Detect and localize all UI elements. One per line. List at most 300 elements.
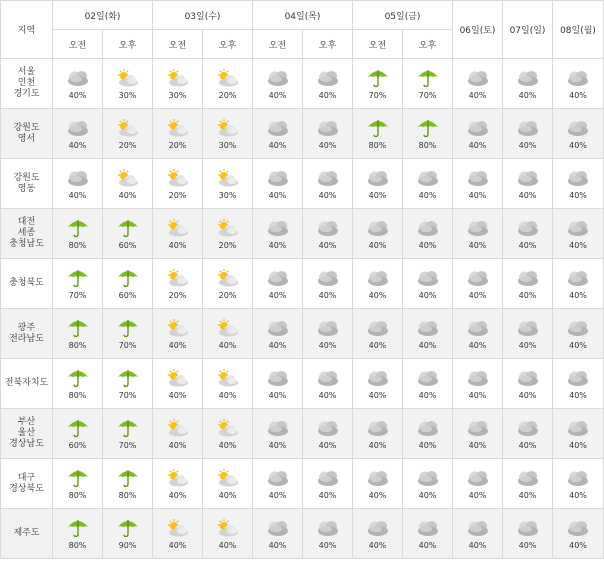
precip-probability: 40% [268, 390, 287, 400]
umbrella-icon [115, 518, 141, 538]
umbrella-icon [65, 368, 91, 388]
precip-probability: 40% [569, 440, 587, 450]
forecast-cell [53, 509, 103, 559]
precip-probability: 30% [218, 190, 237, 200]
forecast-cell [103, 309, 153, 359]
forecast-cell [53, 259, 103, 309]
forecast-cell [303, 359, 353, 409]
table-row [1, 259, 604, 309]
pm-header: 오후 [203, 30, 253, 59]
cloud-icon [415, 318, 441, 338]
forecast-cell [103, 59, 153, 109]
am-header: 오전 [253, 30, 303, 59]
precip-probability: 40% [468, 240, 487, 250]
sun-cloud-icon [165, 518, 191, 538]
forecast-cell [353, 109, 403, 159]
precip-probability: 40% [168, 490, 187, 500]
forecast-cell [203, 359, 253, 409]
precip-probability: 40% [318, 490, 337, 500]
precip-probability: 40% [418, 440, 437, 450]
table-row [1, 309, 604, 359]
table-row [1, 159, 604, 209]
region-cell: 전북자치도 [1, 359, 53, 409]
forecast-cell [453, 309, 503, 359]
precip-probability: 40% [68, 190, 87, 200]
forecast-cell [303, 459, 353, 509]
precip-probability: 40% [168, 390, 187, 400]
cloud-icon [315, 68, 341, 88]
forecast-cell [153, 259, 203, 309]
precip-probability: 40% [318, 390, 337, 400]
forecast-cell [253, 209, 303, 259]
precip-probability: 20% [168, 290, 187, 300]
sun-cloud-icon [215, 368, 241, 388]
precip-probability: 40% [318, 190, 337, 200]
cloud-icon [365, 218, 391, 238]
forecast-cell [303, 109, 353, 159]
precip-probability: 60% [68, 440, 87, 450]
forecast-cell [203, 159, 253, 209]
forecast-cell [153, 159, 203, 209]
precip-probability: 80% [118, 490, 137, 500]
region-cell: 광주 전라남도 [1, 309, 53, 359]
umbrella-icon [365, 118, 391, 138]
forecast-cell [303, 309, 353, 359]
forecast-cell [253, 459, 303, 509]
cloud-icon [365, 318, 391, 338]
forecast-cell [553, 209, 604, 259]
sun-cloud-icon [165, 68, 191, 88]
umbrella-icon [65, 268, 91, 288]
precip-probability: 40% [468, 340, 487, 350]
precip-probability: 40% [218, 390, 237, 400]
forecast-cell [53, 409, 103, 459]
day-header: 05일(금) [353, 1, 453, 30]
cloud-icon [565, 468, 591, 488]
forecast-cell [503, 409, 553, 459]
forecast-cell [53, 359, 103, 409]
forecast-cell [503, 359, 553, 409]
forecast-header [1, 1, 604, 59]
forecast-cell [53, 59, 103, 109]
sun-cloud-icon [165, 318, 191, 338]
sun-cloud-icon [215, 218, 241, 238]
precip-probability: 40% [569, 490, 587, 500]
forecast-cell [353, 509, 403, 559]
forecast-cell [353, 309, 403, 359]
region-cell: 대구 경상북도 [1, 459, 53, 509]
cloud-icon [365, 518, 391, 538]
day-header: 04일(목) [253, 1, 353, 30]
precip-probability: 40% [118, 190, 137, 200]
forecast-cell [103, 359, 153, 409]
precip-probability: 70% [118, 390, 137, 400]
cloud-icon [465, 118, 491, 138]
precip-probability: 40% [418, 290, 437, 300]
precip-probability: 40% [268, 240, 287, 250]
precip-probability: 40% [368, 290, 387, 300]
cloud-icon [315, 468, 341, 488]
sun-cloud-icon [115, 168, 141, 188]
forecast-cell [503, 159, 553, 209]
precip-probability: 40% [168, 540, 187, 550]
cloud-icon [315, 418, 341, 438]
cloud-icon [265, 118, 291, 138]
umbrella-icon [115, 418, 141, 438]
forecast-cell [403, 509, 453, 559]
forecast-cell [503, 309, 553, 359]
forecast-cell [53, 109, 103, 159]
forecast-cell [253, 359, 303, 409]
umbrella-icon [115, 218, 141, 238]
forecast-cell [403, 159, 453, 209]
forecast-cell [503, 509, 553, 559]
forecast-cell [453, 509, 503, 559]
forecast-cell [503, 109, 553, 159]
pm-header: 오후 [403, 30, 453, 59]
am-header: 오전 [153, 30, 203, 59]
forecast-cell [353, 259, 403, 309]
cloud-icon [515, 68, 541, 88]
forecast-cell [153, 509, 203, 559]
precip-probability: 80% [368, 140, 387, 150]
cloud-icon [265, 268, 291, 288]
cloud-icon [565, 318, 591, 338]
precip-probability: 40% [268, 90, 287, 100]
forecast-body [1, 59, 604, 559]
forecast-cell [403, 259, 453, 309]
precip-probability: 60% [118, 240, 137, 250]
precip-probability: 40% [318, 540, 337, 550]
precip-probability: 40% [418, 340, 437, 350]
precip-probability: 40% [518, 540, 537, 550]
forecast-cell [103, 209, 153, 259]
precip-probability: 40% [418, 540, 437, 550]
region-cell: 강원도 영동 [1, 159, 53, 209]
sun-cloud-icon [215, 418, 241, 438]
sun-cloud-icon [115, 68, 141, 88]
precip-probability: 40% [318, 290, 337, 300]
precip-probability: 80% [68, 340, 87, 350]
table-row [1, 509, 604, 559]
forecast-cell [253, 509, 303, 559]
day-header: 06일(토) [453, 1, 503, 59]
cloud-icon [365, 468, 391, 488]
precip-probability: 40% [518, 390, 537, 400]
table-row [1, 409, 604, 459]
sun-cloud-icon [165, 418, 191, 438]
forecast-cell [303, 509, 353, 559]
forecast-cell [453, 459, 503, 509]
forecast-cell [103, 159, 153, 209]
forecast-cell [453, 359, 503, 409]
cloud-icon [65, 118, 91, 138]
precip-probability: 30% [218, 140, 237, 150]
umbrella-icon [115, 318, 141, 338]
umbrella-icon [415, 68, 441, 88]
precip-probability: 70% [368, 90, 387, 100]
precip-probability: 40% [468, 140, 487, 150]
umbrella-icon [65, 318, 91, 338]
forecast-cell [203, 509, 253, 559]
sun-cloud-icon [215, 518, 241, 538]
precip-probability: 40% [468, 440, 487, 450]
precip-probability: 40% [168, 240, 187, 250]
cloud-icon [565, 218, 591, 238]
forecast-cell [253, 309, 303, 359]
region-cell: 부산 울산 경상남도 [1, 409, 53, 459]
forecast-cell [153, 209, 203, 259]
forecast-cell [453, 409, 503, 459]
precip-probability: 40% [268, 490, 287, 500]
precip-probability: 80% [68, 240, 87, 250]
precip-probability: 40% [68, 90, 87, 100]
precip-probability: 40% [218, 340, 237, 350]
forecast-cell [503, 209, 553, 259]
forecast-cell [103, 509, 153, 559]
forecast-cell [353, 459, 403, 509]
umbrella-icon [115, 468, 141, 488]
forecast-cell [203, 309, 253, 359]
precip-probability: 40% [318, 140, 337, 150]
cloud-icon [415, 468, 441, 488]
forecast-cell [153, 459, 203, 509]
cloud-icon [565, 68, 591, 88]
forecast-cell [253, 109, 303, 159]
cloud-icon [415, 218, 441, 238]
precip-probability: 40% [468, 290, 487, 300]
cloud-icon [465, 518, 491, 538]
cloud-icon [315, 218, 341, 238]
forecast-cell [353, 209, 403, 259]
forecast-cell [53, 309, 103, 359]
precip-probability: 20% [118, 140, 137, 150]
precip-probability: 40% [569, 190, 587, 200]
cloud-icon [265, 468, 291, 488]
cloud-icon [315, 368, 341, 388]
cloud-icon [515, 118, 541, 138]
sun-cloud-icon [165, 368, 191, 388]
sun-cloud-icon [165, 168, 191, 188]
precip-probability: 40% [418, 190, 437, 200]
umbrella-icon [65, 468, 91, 488]
cloud-icon [365, 418, 391, 438]
umbrella-icon [365, 68, 391, 88]
precip-probability: 70% [418, 90, 437, 100]
forecast-cell [253, 259, 303, 309]
precip-probability: 20% [218, 90, 237, 100]
cloud-icon [465, 318, 491, 338]
cloud-icon [515, 418, 541, 438]
cloud-icon [65, 68, 91, 88]
precip-probability: 40% [268, 340, 287, 350]
precip-probability: 40% [268, 140, 287, 150]
forecast-cell [153, 59, 203, 109]
precip-probability: 40% [518, 140, 537, 150]
precip-probability: 40% [368, 540, 387, 550]
precip-probability: 40% [468, 390, 487, 400]
forecast-cell [103, 109, 153, 159]
forecast-cell [403, 209, 453, 259]
precip-probability: 70% [118, 340, 137, 350]
sun-cloud-icon [115, 118, 141, 138]
cloud-icon [315, 518, 341, 538]
cloud-icon [515, 318, 541, 338]
precip-probability: 80% [68, 490, 87, 500]
cloud-icon [415, 418, 441, 438]
day-header: 08일(월) [553, 1, 604, 59]
precip-probability: 40% [569, 140, 587, 150]
precip-probability: 20% [168, 190, 187, 200]
cloud-icon [515, 468, 541, 488]
precip-probability: 40% [518, 240, 537, 250]
forecast-cell [553, 459, 604, 509]
umbrella-icon [115, 368, 141, 388]
forecast-cell [253, 159, 303, 209]
forecast-cell [253, 59, 303, 109]
region-cell: 제주도 [1, 509, 53, 559]
forecast-cell [53, 209, 103, 259]
sun-cloud-icon [215, 318, 241, 338]
forecast-cell [453, 59, 503, 109]
sun-cloud-icon [165, 468, 191, 488]
sun-cloud-icon [165, 218, 191, 238]
pm-header: 오후 [303, 30, 353, 59]
precip-probability: 40% [518, 490, 537, 500]
precip-probability: 40% [218, 540, 237, 550]
precip-probability: 40% [418, 490, 437, 500]
cloud-icon [565, 368, 591, 388]
forecast-cell [103, 459, 153, 509]
region-cell: 강원도 영서 [1, 109, 53, 159]
precip-probability: 40% [368, 240, 387, 250]
precip-probability: 40% [268, 290, 287, 300]
forecast-cell [153, 409, 203, 459]
forecast-cell [553, 259, 604, 309]
forecast-cell [453, 159, 503, 209]
cloud-icon [515, 518, 541, 538]
cloud-icon [465, 268, 491, 288]
forecast-cell [503, 259, 553, 309]
table-row [1, 359, 604, 409]
forecast-cell [553, 359, 604, 409]
umbrella-icon [415, 118, 441, 138]
precip-probability: 40% [468, 490, 487, 500]
precip-probability: 40% [168, 440, 187, 450]
forecast-cell [203, 409, 253, 459]
cloud-icon [465, 368, 491, 388]
forecast-cell [153, 109, 203, 159]
sun-cloud-icon [165, 268, 191, 288]
precip-probability: 40% [368, 490, 387, 500]
cloud-icon [565, 118, 591, 138]
forecast-cell [53, 159, 103, 209]
umbrella-icon [65, 418, 91, 438]
cloud-icon [315, 268, 341, 288]
cloud-icon [265, 318, 291, 338]
precip-probability: 80% [68, 390, 87, 400]
cloud-icon [365, 268, 391, 288]
precip-probability: 40% [268, 540, 287, 550]
precip-probability: 40% [68, 140, 87, 150]
precip-probability: 40% [218, 440, 237, 450]
sun-cloud-icon [165, 118, 191, 138]
precip-probability: 70% [68, 290, 87, 300]
umbrella-icon [115, 268, 141, 288]
precip-probability: 40% [468, 540, 487, 550]
precip-probability: 70% [118, 440, 137, 450]
cloud-icon [515, 218, 541, 238]
cloud-icon [265, 168, 291, 188]
day-header: 03일(수) [153, 1, 253, 30]
cloud-icon [465, 418, 491, 438]
forecast-cell [353, 159, 403, 209]
cloud-icon [515, 168, 541, 188]
precip-probability: 40% [368, 390, 387, 400]
precip-probability: 40% [318, 440, 337, 450]
forecast-cell [553, 159, 604, 209]
forecast-cell [553, 309, 604, 359]
precip-probability: 40% [318, 90, 337, 100]
forecast-cell [153, 309, 203, 359]
cloud-icon [365, 168, 391, 188]
cloud-icon [265, 368, 291, 388]
table-row [1, 109, 604, 159]
precip-probability: 40% [518, 90, 537, 100]
precip-probability: 30% [168, 90, 187, 100]
precip-probability: 40% [468, 90, 487, 100]
precip-probability: 40% [268, 190, 287, 200]
precip-probability: 40% [418, 240, 437, 250]
forecast-cell [403, 409, 453, 459]
forecast-cell [453, 209, 503, 259]
cloud-icon [265, 68, 291, 88]
precip-probability: 40% [569, 390, 587, 400]
header-row-days [1, 1, 604, 30]
precip-probability: 40% [268, 440, 287, 450]
forecast-cell [503, 459, 553, 509]
forecast-cell [403, 309, 453, 359]
forecast-cell [303, 59, 353, 109]
umbrella-icon [65, 518, 91, 538]
forecast-cell [353, 59, 403, 109]
forecast-cell [203, 59, 253, 109]
am-header: 오전 [53, 30, 103, 59]
precip-probability: 40% [468, 190, 487, 200]
precip-probability: 40% [518, 190, 537, 200]
precip-probability: 40% [318, 340, 337, 350]
cloud-icon [465, 168, 491, 188]
cloud-icon [515, 268, 541, 288]
forecast-cell [203, 259, 253, 309]
table-row [1, 209, 604, 259]
forecast-cell [303, 209, 353, 259]
precip-probability: 40% [318, 240, 337, 250]
forecast-cell [553, 509, 604, 559]
precip-probability: 40% [569, 90, 587, 100]
table-row [1, 459, 604, 509]
forecast-cell [53, 459, 103, 509]
am-header: 오전 [353, 30, 403, 59]
cloud-icon [315, 118, 341, 138]
forecast-cell [403, 459, 453, 509]
cloud-icon [465, 218, 491, 238]
region-cell: 충청북도 [1, 259, 53, 309]
precip-probability: 90% [118, 540, 137, 550]
cloud-icon [565, 418, 591, 438]
sun-cloud-icon [215, 118, 241, 138]
cloud-icon [415, 268, 441, 288]
